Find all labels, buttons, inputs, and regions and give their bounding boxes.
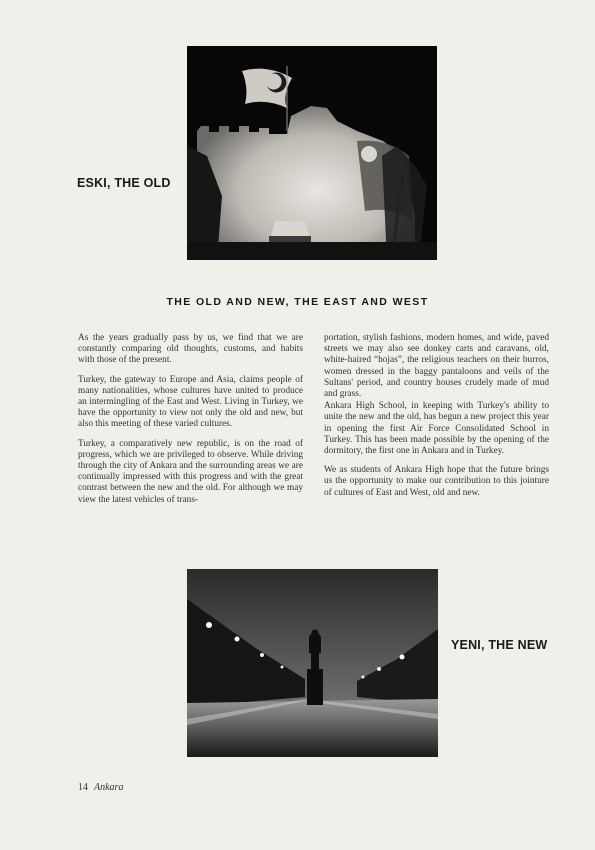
text-column-right <box>324 333 549 507</box>
text-column-left <box>78 333 303 514</box>
boulevard-night-photo <box>187 569 438 757</box>
caption-old: ESKI, THE OLD <box>77 176 171 190</box>
publication-name: Ankara <box>94 782 124 793</box>
page-number: 14 <box>78 782 88 793</box>
caption-new: YENI, THE NEW <box>451 638 548 652</box>
paragraph: portation, stylish fashions, modern homes, and wide, paved streets we may also see donkey carts and caravans, old, white-haired “hojas”, the religious teachers on their burros, women dressed in the baggy pantaloons and veils of the Sultans' period, and country houses crudely made of mud and grass. <box>324 333 549 400</box>
paragraph: Ankara High School, in keeping with Turkey's ability to unite the new and the old, has begun a new project this year in opening the first Air Force Consolidated School in Turkey. This has been made possible by the opening of the dormitory, the first one in Ankara and in Turkey. <box>324 401 549 457</box>
citadel-night-photo <box>187 46 437 260</box>
paragraph: Turkey, the gateway to Europe and Asia, claims people of many nationalities, whose cultures have united to produce an intermingling of the East and West. Living in Turkey, we have the opportunity to view not only the old and new, but also this meeting of these varied cultures. <box>78 374 303 430</box>
paragraph: We as students of Ankara High hope that the future brings us the opportunity to make our contribution to this jointure of cultures of East and West, old and new. <box>324 465 549 498</box>
page-footer <box>78 782 123 793</box>
paragraph: As the years gradually pass by us, we find that we are constantly comparing old thoughts, customs, and habits with those of the present. <box>78 333 303 366</box>
paragraph: Turkey, a comparatively new republic, is on the road of progress, which we are privileged to observe. While driving through the city of Ankara and the surrounding areas we are continually impressed with this progress and with the great contrast between the new and the old. For although we may view the latest vehicles of trans- <box>78 438 303 505</box>
article-headline: THE OLD AND NEW, THE EAST AND WEST <box>166 296 429 308</box>
